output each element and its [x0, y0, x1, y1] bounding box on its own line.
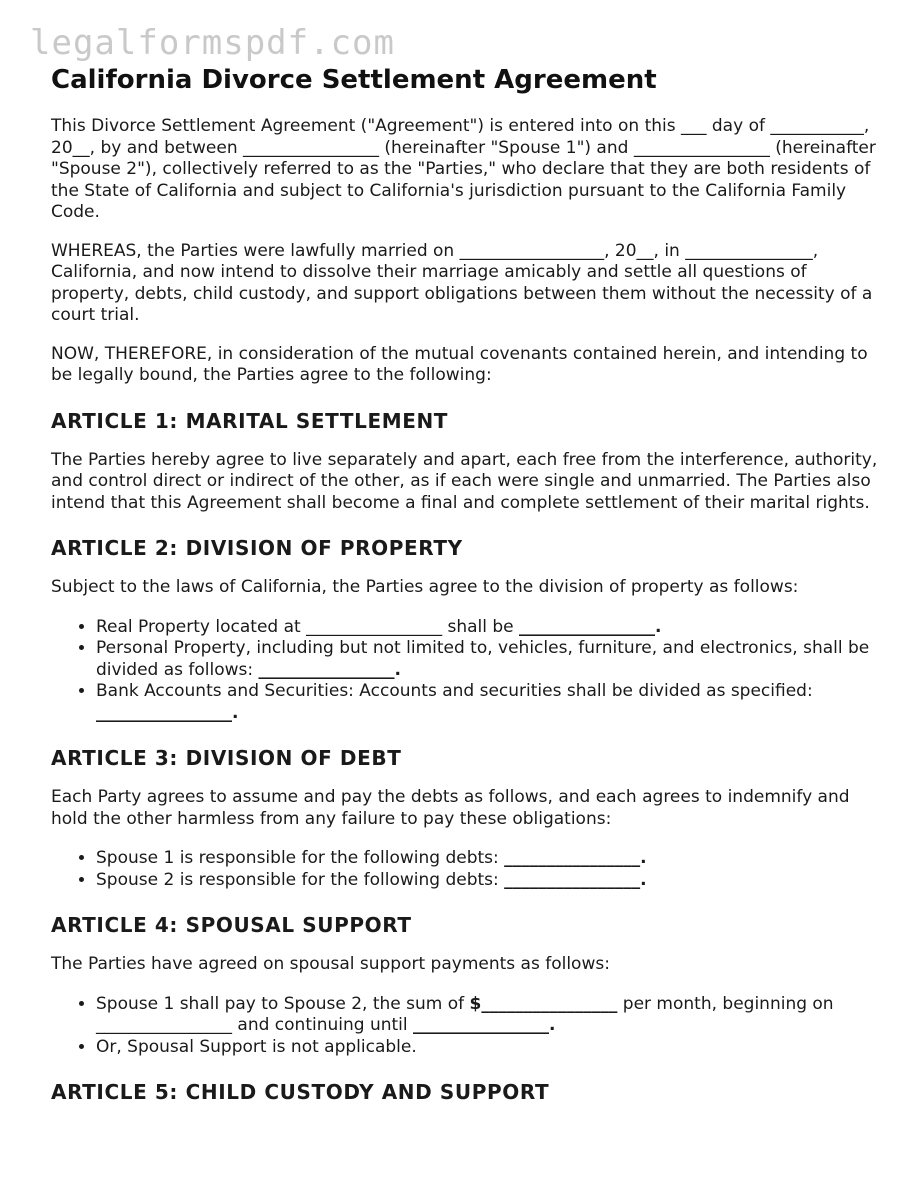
- blank-field: ________________.: [258, 659, 402, 680]
- article-5-heading: ARTICLE 5: CHILD CUSTODY AND SUPPORT: [51, 1080, 550, 1104]
- article-3-heading: ARTICLE 3: DIVISION OF DEBT: [51, 746, 402, 770]
- article-1-body: The Parties hereby agree to live separately and apart, each free from the interference, authority, and control direct or indirect of the other, as if each were single and unmarried. The Parties also intend that this Agreement shall become a final and complete settlement of their marital rights.: [51, 449, 878, 513]
- debt-list: [51, 848, 881, 891]
- list-item: [96, 994, 881, 1037]
- article-3-body: Each Party agrees to assume and pay the debts as follows, and each agrees to indemnify and hold the other harmless from any failure to pay these obligations:: [51, 787, 850, 829]
- intro-paragraph-2: WHEREAS, the Parties were lawfully married on _________________, 20__, in _______________, California, and now intend to dissolve their marriage amicably and settle all questions of property, debts, child custody, and support obligations between them without the necessity of a court trial.: [51, 240, 873, 325]
- blank-field: ________________.: [504, 869, 647, 890]
- blank-field: ________________.: [96, 702, 239, 723]
- article-2-heading: ARTICLE 2: DIVISION OF PROPERTY: [51, 536, 463, 560]
- list-item: [96, 617, 881, 639]
- list-item-text: Spouse 1 is responsible for the following debts:: [96, 848, 505, 868]
- watermark: legalformspdf.com: [30, 23, 395, 63]
- intro-paragraph-1: This Divorce Settlement Agreement ("Agreement") is entered into on this ___ day of ___________, 20__, by and between ________________ (hereinafter "Spouse 1") and ________________ (hereinafter "Spouse 2"), collectively referred to as the "Parties," who declare that they are both residents of the State of California and subject to California's jurisdiction pursuant to the California Family Code.: [51, 116, 876, 222]
- list-item-text: per month, beginning on ________________ and continuing until: [96, 993, 834, 1035]
- list-item-text: Real Property located at ________________ shall be: [96, 616, 520, 637]
- support-list: [51, 994, 881, 1059]
- article-1-heading: ARTICLE 1: MARITAL SETTLEMENT: [51, 408, 449, 433]
- blank-field: ________________.: [504, 848, 647, 868]
- property-list: [51, 617, 881, 725]
- list-item-text: Bank Accounts and Securities: Accounts and securities shall be divided as specified:: [96, 681, 813, 701]
- intro-paragraph-3: NOW, THEREFORE, in consideration of the mutual covenants contained herein, and intending to be legally bound, the Parties agree to the following:: [51, 343, 868, 385]
- list-item-text: Spouse 2 is responsible for the following debts:: [96, 869, 505, 890]
- list-item-text: Or, Spousal Support is not applicable.: [96, 1036, 417, 1057]
- list-item: [96, 638, 881, 681]
- blank-field: ________________.: [519, 616, 662, 637]
- amount-field: $________________: [469, 993, 618, 1014]
- document-title: California Divorce Settlement Agreement: [51, 65, 657, 95]
- article-4-heading: ARTICLE 4: SPOUSAL SUPPORT: [51, 913, 412, 937]
- list-item-text: Personal Property, including but not limited to, vehicles, furniture, and electronics, shall be divided as follows:: [96, 638, 870, 680]
- article-4-body: The Parties have agreed on spousal support payments as follows:: [51, 954, 610, 974]
- document-body: [51, 60, 881, 1106]
- blank-field: ________________.: [413, 1015, 556, 1035]
- list-item: [96, 870, 881, 892]
- list-item: [96, 681, 881, 724]
- article-2-body: Subject to the laws of California, the Parties agree to the division of property as follows:: [51, 577, 799, 597]
- list-item: [96, 1037, 881, 1059]
- list-item: [96, 848, 881, 870]
- list-item-text: Spouse 1 shall pay to Spouse 2, the sum of: [96, 993, 470, 1014]
